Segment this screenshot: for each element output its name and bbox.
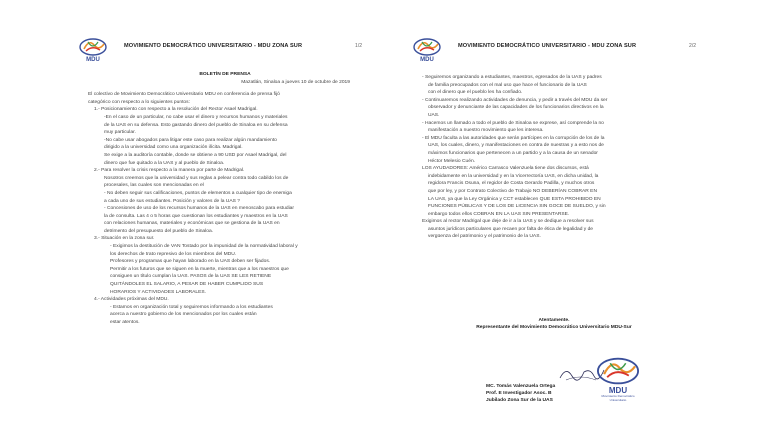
text-line: LOS AYUDADORES: Américo Carrasco Valenzuela tiene dos discursos, está	[422, 166, 589, 172]
text-line: con relaciones humanas, materiales y económicas que se gestiona de la UAS en	[104, 221, 280, 227]
text-line: dirigido a la universidad como una organización ilícita. Madrigal.	[104, 145, 243, 151]
signatory-name: MC. Tomás Valenzuela Ortega	[486, 384, 556, 389]
section-heading: 3.- Situación en la zona sur.	[94, 236, 155, 242]
signature-org: Representante del Movimiento Democrático Universitario MDU-Sur	[476, 325, 632, 330]
text-line: vergüenza del patrimonio y el patrimonio de la UAS.	[428, 234, 541, 240]
text-line: UAS.	[428, 112, 440, 118]
section-heading: 2.- Para resolver la crisis respecto a la manera por parte de Madrigal.	[94, 168, 245, 174]
header-title: MOVIMIENTO DEMOCRÁTICO UNIVERSITARIO - MDU ZONA SUR	[124, 43, 303, 49]
text-line: la de consulta. Las 4 o 5 horas que cuestionan los estudiantes y maestros en la UAS	[104, 213, 288, 219]
text-line: regidora Francis Osuna, el regidor de Costa Gerardo Padilla, y muchos otros	[428, 181, 595, 187]
text-line: - Hacemos un llamado a todo el pueblo de Sinaloa se exprese, así comprende la no	[422, 120, 604, 126]
text-line: de la UAS en su defensa. Esto gastando dinero del pueblo de Sinaloa en su defensa	[104, 122, 288, 128]
text-line: máximos funcionarios que pertenecen a un partido y a la causa de un senador	[428, 150, 598, 156]
text-line: HORARIOS Y ACTIVIDADES LABORALES.	[110, 289, 207, 295]
text-line: - Estamos en organización total y seguiremos informando a los estudiantes	[110, 304, 273, 310]
section-heading: 1.- Posicionamiento con respecto a la resolución del Rector Asael Madrigal.	[94, 107, 258, 113]
text-line: con el dinero que el pueblo les ha confiado.	[428, 90, 523, 96]
signatory-role: Jubilado Zona Sur de la UAS	[486, 398, 553, 403]
text-line: - Continuaremos realizando actividades de denuncia, y pedir a través del MDU da ser	[422, 97, 608, 103]
section-heading: 4.- Actividades próximas del MDU.	[94, 297, 169, 303]
text-line: Exigimos al rector Madrigal que deje de ir a la UAS y se dedique a resolver sus	[422, 219, 594, 225]
signature-block	[406, 317, 702, 331]
text-line: indebidamente en la universidad y en la Vicerrectoría UAS, en dicha unidad, la	[428, 173, 599, 179]
date-line: Mazatlán, Sinaloa a jueves 10 de octubre de 2019	[241, 79, 350, 85]
text-line: El colectivo de Movimiento Democrático Universitario MDU en conferencia de prensa fijó	[88, 92, 280, 98]
text-line: muy particular.	[104, 130, 136, 136]
logo-text: MDU	[86, 57, 100, 63]
logo-text: MDU	[608, 386, 628, 395]
mdu-logo-icon	[78, 36, 108, 58]
signatory	[486, 383, 555, 404]
text-line: los derechos de trato represivo de los miembros del MDU.	[110, 251, 237, 257]
text-line: detrimento del presupuesto del pueblo de Sinaloa.	[104, 228, 214, 234]
text-line: categórico con respecto a lo siguientes puntos:	[88, 99, 190, 105]
text-line: procesales, las cuales son mencionadas en el	[104, 183, 204, 189]
text-line: - Seguiremos organizando a estudiantes, maestros, egresados de la UAS y padres	[422, 75, 602, 80]
text-line: QUITÁNDOLES EL SALARIO, A PESAR DE HABER CUMPLIDO SUS	[110, 282, 264, 288]
text-line: acerca a nuestro gobierno de los mencionados por los cuales están	[110, 312, 257, 318]
logo-subtitle: Movimiento Democrático Universitario	[601, 394, 635, 402]
text-line: dinero que fue quitado a la UAS y al pueblo de Sinaloa.	[104, 160, 225, 166]
text-line: - No deben seguir sus calificaciones, puntos de elementos a cualquier tipo de enemiga	[104, 190, 292, 196]
mdu-logo	[412, 36, 442, 66]
closing: Atentamente.	[538, 318, 570, 323]
page-body	[88, 71, 362, 327]
mdu-logo-icon	[594, 354, 642, 388]
text-line: LA UAS, ya que la Ley Orgánica y CCT establecen QUE ESTA PROHIBIDO EN	[428, 196, 601, 202]
text-line: observador y denunciante de las capacidades de los funcionarios directivos en la	[428, 105, 604, 111]
text-line: - Exigimos la destitución de VAN Tostado por la impunidad de la normatividad laboral y	[110, 244, 298, 250]
text-line: -En el caso de un particular, no cabe usar el dinero y recursos humanos y materiales	[104, 114, 288, 120]
text-line: UAS, los cuales, dinero, y manifestaciones en contra de nuestras y a esto nos de	[428, 143, 604, 149]
page-header	[72, 34, 368, 66]
text-line: Permitir a los futuros que se siguen en la muerte, mientras que a los maestros que	[110, 266, 289, 272]
text-line: Héctor Melesio Cuén.	[428, 158, 476, 164]
text-line: - El MDU faculta a las autoridades que serán partícipes en la corrupción de los de la	[422, 135, 605, 141]
text-line: embargo todos ellos COBRAN EN LA UAS SIN PRESENTARSE.	[428, 211, 570, 217]
text-line: a cada uno de sus estudiantes. Posición y valores de la UAS ?	[104, 198, 240, 204]
text-line: - Concesiones de uso de los recursos humanos de la UAS en menoscabo para estudiar	[104, 206, 295, 212]
page-number: 1/2	[355, 43, 362, 49]
signatory-role: Prof. E Investigador Asoc. B	[486, 391, 552, 396]
text-line: Profesores y programas que hayan laborado en la UAS deben ser fijados.	[110, 259, 271, 265]
text-line: consiguen un título cumplan la UAS. PASOS de la UAS SE LES RETIENE	[110, 274, 272, 280]
text-line: Se exige a la auditoría contable, donde se obtiene a 90 USD por Asael Madrigal, del	[104, 152, 287, 158]
logo-text: MDU	[420, 57, 434, 63]
mdu-logo	[78, 36, 108, 66]
text-line: asuntos jurídicos particulares que recaen por falta de ética de legalidad y de	[428, 226, 594, 232]
text-line: manifestación a nuestro movimiento que les interesa.	[428, 128, 544, 134]
text-line: -No cabe usar abogados para litigar este caso para realizar algún mandamiento	[104, 137, 277, 143]
text-line: de familia preocupados con el mal uso que hace el funcionario de la UAS	[428, 82, 587, 88]
header-title: MOVIMIENTO DEMOCRÁTICO UNIVERSITARIO - MDU ZONA SUR	[458, 43, 637, 49]
bulletin-title: BOLETÍN DE PRENSA	[199, 72, 251, 77]
page-header	[406, 34, 702, 66]
document-page-2	[406, 34, 702, 416]
text-line: estar atentos.	[110, 320, 140, 325]
text-line: FUNCIONES PÚBLICAS Y DE LOS DE LICENCIA SIN GOCE DE SUELDO, y sin	[428, 204, 606, 210]
mdu-logo-icon	[412, 36, 442, 58]
page-body	[422, 74, 696, 241]
page-number: 2/2	[689, 43, 696, 49]
text-line: Nosotros creemos que la universidad y sus reglas a pelear contra todo cabildo los de	[104, 175, 289, 181]
mdu-logo-large	[594, 354, 642, 402]
text-line: que por ley, y por Contrato Colectivo de Trabajo NO DEBERÍAN COBRAR EN	[428, 188, 597, 194]
document-page-1	[72, 34, 368, 416]
